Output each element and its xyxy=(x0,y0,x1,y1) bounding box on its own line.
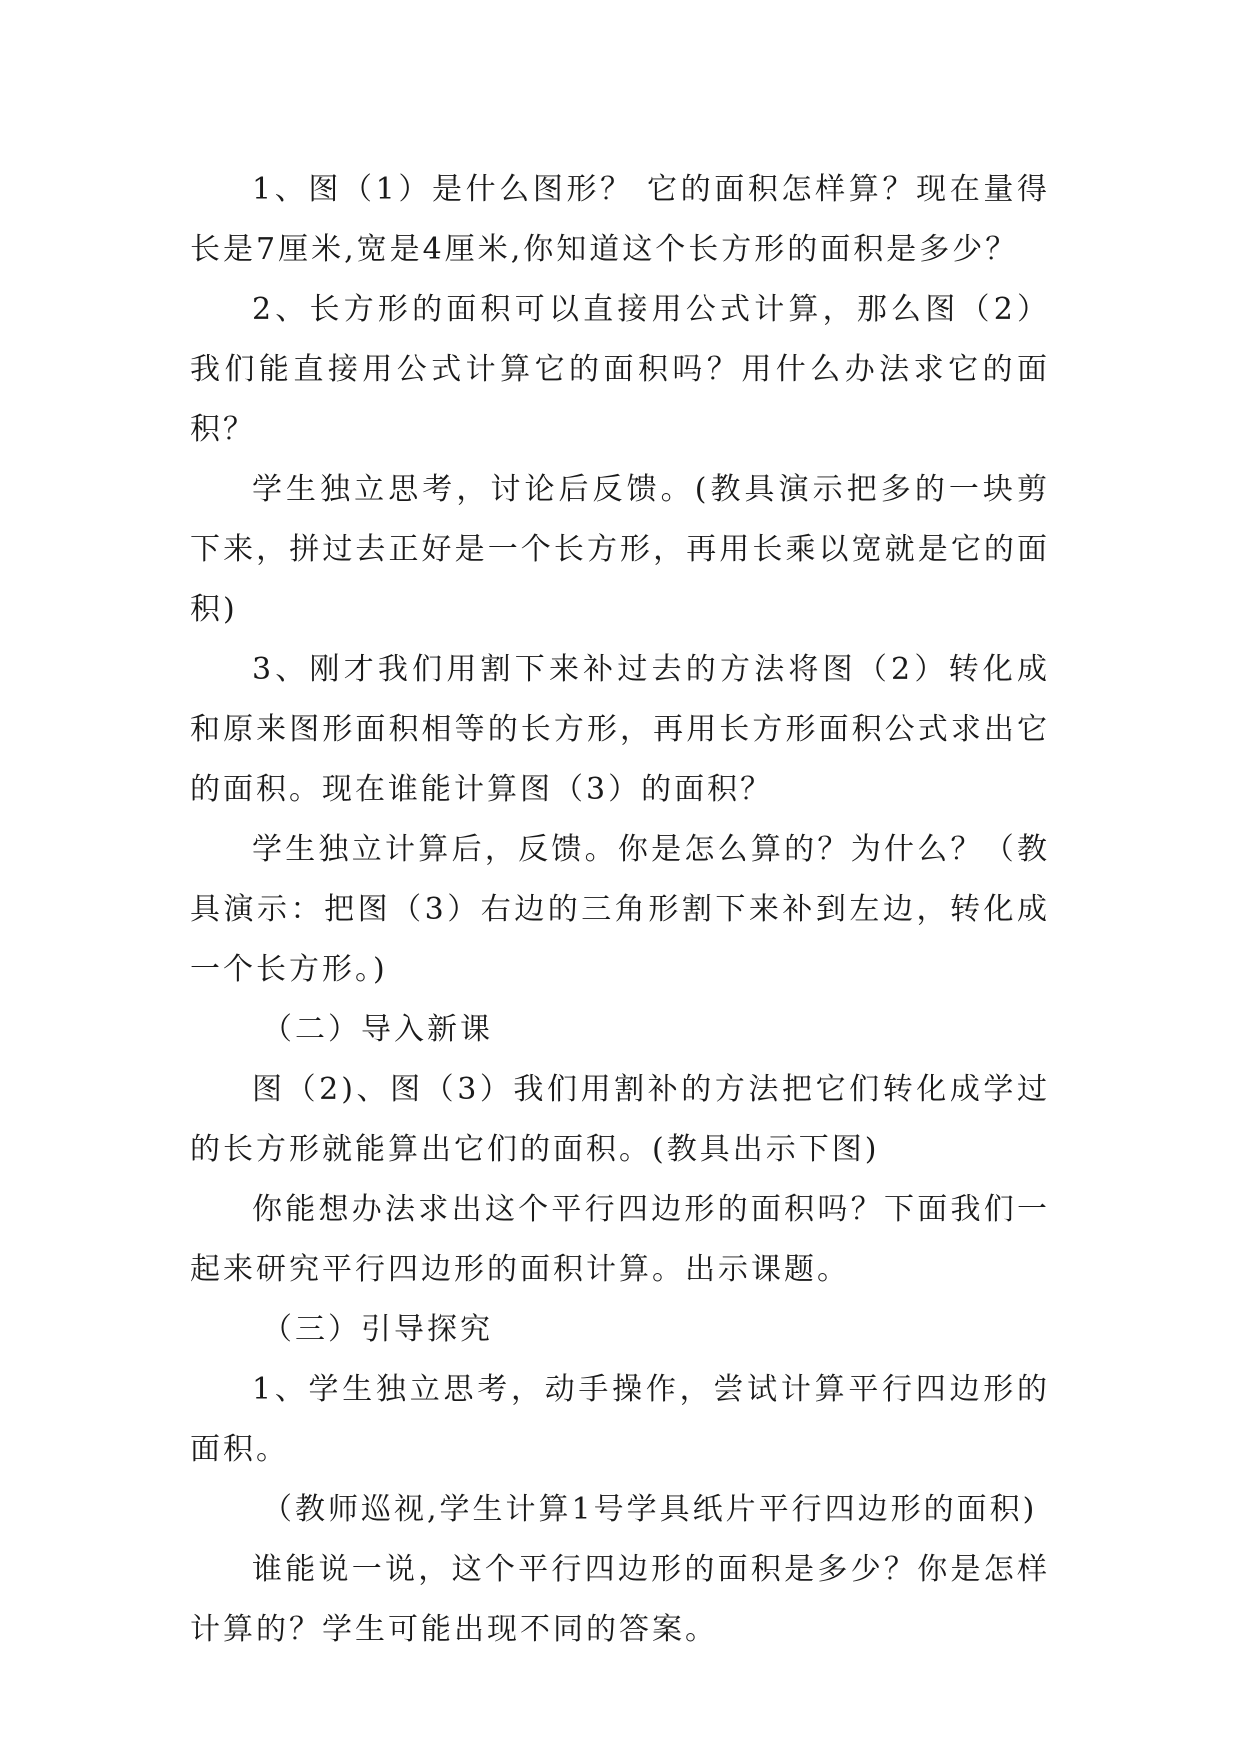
section-heading-3: （三）引导探究 xyxy=(262,1312,493,1347)
paragraph-6: 图（2)、图（3）我们用割补的方法把它们转化成学过的长方形就能算出它们的面积。(教具出示下图) xyxy=(190,1072,1050,1167)
paragraph-7: 你能想办法求出这个平行四边形的面积吗？下面我们一起来研究平行四边形的面积计算。出示课题。 xyxy=(190,1192,1050,1287)
teacher-note: （教师巡视,学生计算1号学具纸片平行四边形的面积) xyxy=(262,1492,1038,1527)
paragraph-2: 2、长方形的面积可以直接用公式计算，那么图（2）我们能直接用公式计算它的面积吗？用什么办法求它的面积？ xyxy=(190,292,1050,447)
section-heading-2: （二）导入新课 xyxy=(262,1012,493,1047)
paragraph-5: 学生独立计算后，反馈。你是怎么算的？为什么？（教具演示：把图（3）右边的三角形割下来补到左边，转化成一个长方形。) xyxy=(190,832,1050,987)
document-body xyxy=(190,160,1050,1660)
paragraph-4: 3、刚才我们用割下来补过去的方法将图（2）转化成和原来图形面积相等的长方形，再用长方形面积公式求出它的面积。现在谁能计算图（3）的面积？ xyxy=(190,652,1050,807)
paragraph-3: 学生独立思考，讨论后反馈。(教具演示把多的一块剪下来，拼过去正好是一个长方形，再用长乘以宽就是它的面积) xyxy=(190,472,1050,627)
paragraph-8: 1、学生独立思考，动手操作，尝试计算平行四边形的面积。 xyxy=(190,1372,1050,1467)
paragraph-1: 1、图（1）是什么图形？ 它的面积怎样算？现在量得长是7厘米,宽是4厘米,你知道这个长方形的面积是多少？ xyxy=(190,172,1050,267)
paragraph-9: 谁能说一说，这个平行四边形的面积是多少？你是怎样计算的？学生可能出现不同的答案。 xyxy=(190,1552,1050,1647)
